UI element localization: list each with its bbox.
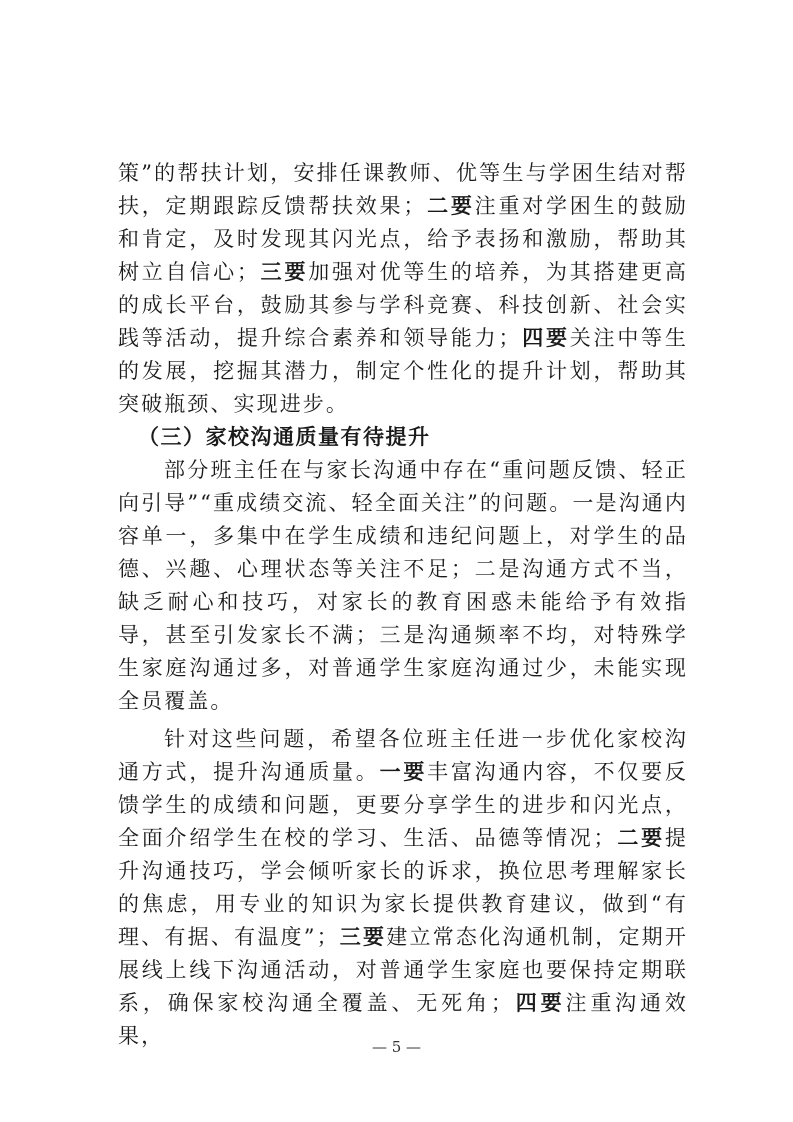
body-text — [118, 157, 688, 1053]
paragraph-problem-description — [118, 454, 688, 718]
text-run: 加强对优等生的培养，为其搭建更高的成长平台，鼓励其参与学科竞赛、科技创新、社会实践等活动，提升综合素养和领导能力； — [118, 260, 688, 350]
text-run: 针对这些问题，希望各位班主任进一步优化家校沟通方式，提升沟通质量。 — [118, 727, 688, 784]
text-run: 部分班主任在与家长沟通中存在“重问题反馈、轻正向引导”“重成绩交流、轻全面关注”的问题。一是沟通内容单一，多集中在学生成绩和违纪问题上，对学生的品德、兴趣、心理状态等关注不足；二是沟通方式不当，缺乏耐心和技巧，对家长的教育困惑未能给予有效指导，甚至引发家长不满；三是沟通频率不均，对特殊学生家庭沟通过多，对普通学生家庭沟通过少，未能实现全员覆盖。 — [118, 458, 688, 713]
bold-run: 四要 — [521, 326, 570, 350]
text-run: 策”的帮扶计划，安排任课教师、优等生与学困生结对帮扶，定期跟踪反馈帮扶效果； — [118, 161, 688, 218]
paragraph-recommendations — [118, 723, 688, 1053]
bold-run: 三要 — [339, 925, 387, 949]
bold-run: 二要 — [426, 194, 475, 218]
bold-run: 三要 — [260, 260, 309, 284]
text-run: 注重沟通效果， — [118, 991, 689, 1048]
page-number: — 5 — — [371, 1038, 422, 1056]
bold-run: 四要 — [513, 991, 566, 1015]
bold-run: 一要 — [379, 760, 428, 784]
paragraph-continuation — [118, 157, 688, 421]
text-run: 提升沟通技巧，学会倾听家长的诉求，换位思考理解家长的焦虑，用专业的知识为家长提供教育建议，做到“有理、有据、有温度”； — [118, 826, 688, 949]
text-run: 丰富沟通内容，不仅要反馈学生的成绩和问题，更要分享学生的进步和闪光点，全面介绍学生在校的学习、生活、品德等情况； — [118, 760, 688, 850]
bold-run: 二要 — [616, 826, 665, 850]
text-run: 注重对学困生的鼓励和肯定，及时发现其闪光点，给予表扬和激励，帮助其树立自信心； — [118, 194, 688, 284]
text-run: 关注中等生的发展，挖掘其潜力，制定个性化的提升计划，帮助其突破瓶颈、实现进步。 — [118, 326, 688, 416]
heading-text: （三）家校沟通质量有待提升 — [138, 425, 431, 449]
section-heading — [118, 421, 688, 454]
text-run: 建立常态化沟通机制，定期开展线上线下沟通活动，对普通学生家庭也要保持定期联系，确保家校沟通全覆盖、无死角； — [118, 925, 688, 1015]
